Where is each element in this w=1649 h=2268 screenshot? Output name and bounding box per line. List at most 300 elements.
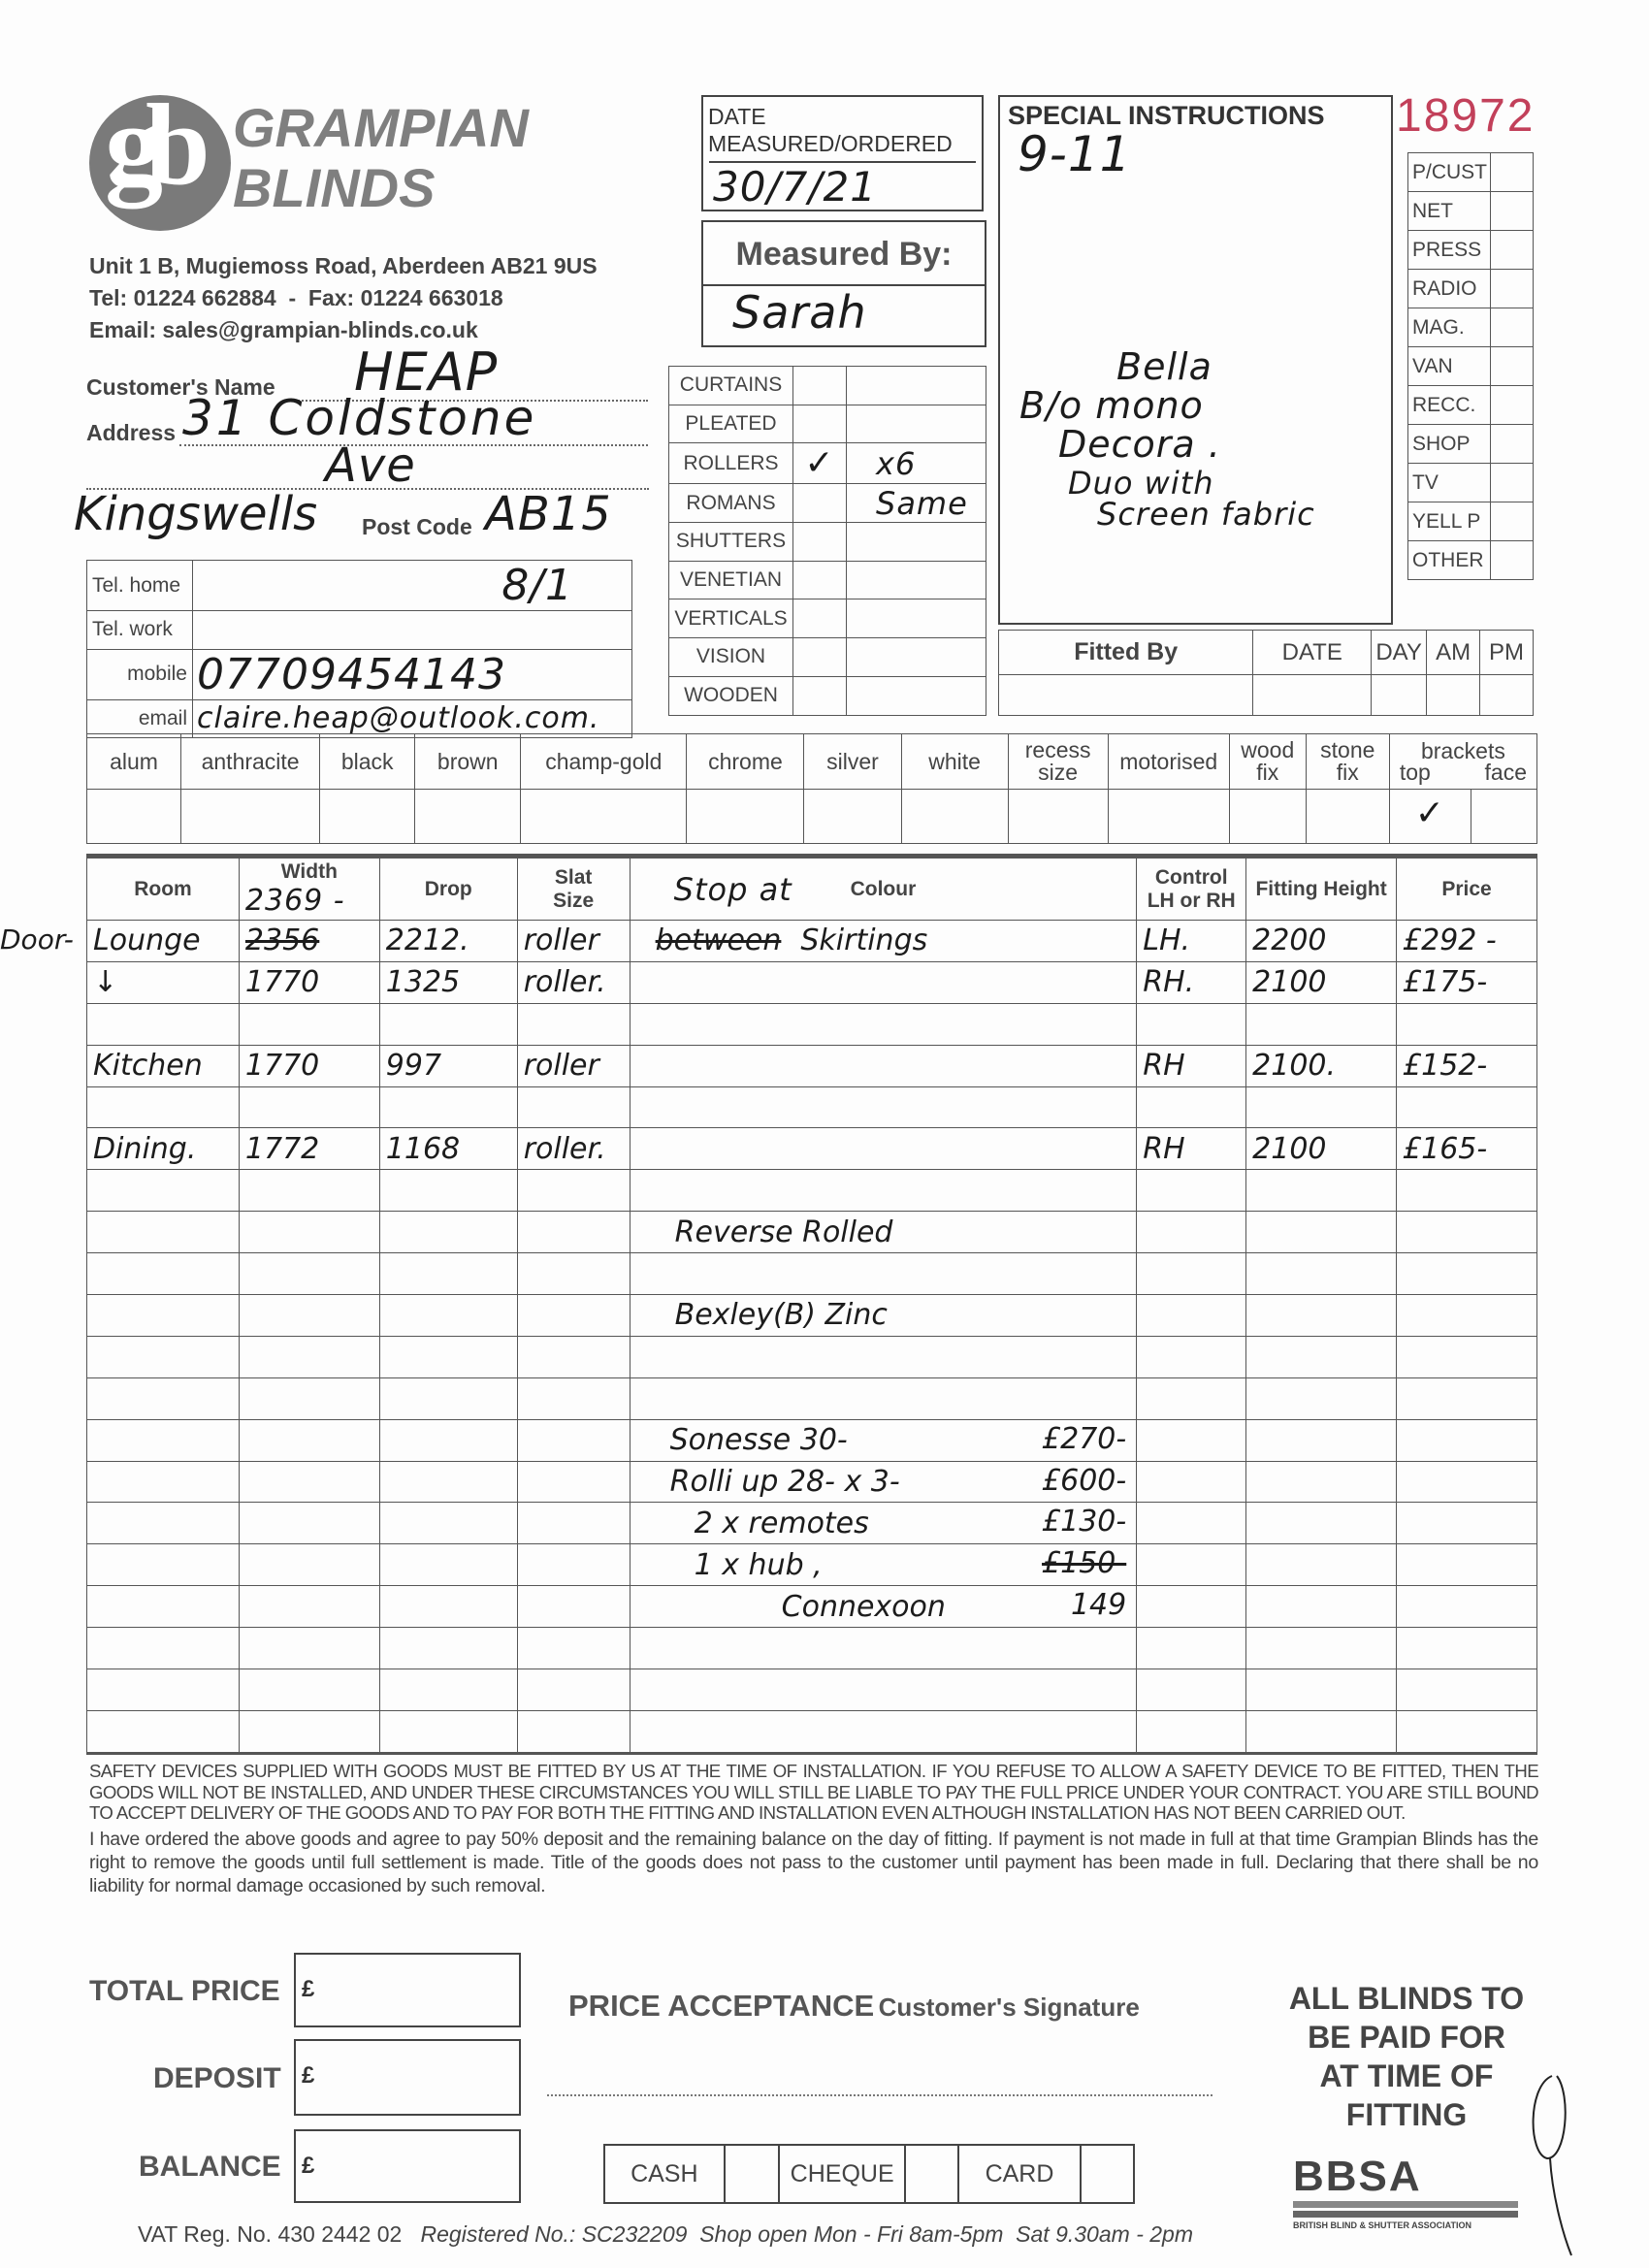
special-time[interactable]: 9-11 <box>1018 126 1132 182</box>
cell-width[interactable] <box>239 1628 379 1669</box>
brackets-face-checkbox[interactable] <box>1471 790 1536 843</box>
product-type-label: WOODEN <box>669 676 793 715</box>
product-type-note[interactable] <box>847 599 986 638</box>
cell-price[interactable] <box>1397 1461 1537 1503</box>
brackets-label: brackets <box>1420 738 1505 763</box>
logo-letters: gb <box>105 80 193 209</box>
cell-width[interactable] <box>239 1086 379 1128</box>
cell-width[interactable] <box>239 1128 379 1170</box>
cell-drop[interactable] <box>379 1212 517 1253</box>
price-acceptance-title: PRICE ACCEPTANCE <box>568 1989 875 2023</box>
cell-fitting[interactable] <box>1246 961 1397 1003</box>
fitted-date-label: DATE <box>1253 631 1372 675</box>
source-row <box>1408 541 1534 580</box>
colour-text <box>636 1714 675 1748</box>
brand-name-line1: GRAMPIAN <box>233 97 529 158</box>
fitted-date-field[interactable] <box>1253 675 1372 716</box>
cell-width[interactable] <box>239 1295 379 1337</box>
cell-control[interactable] <box>1137 1628 1246 1669</box>
fitted-by-field[interactable] <box>999 675 1253 716</box>
cell-drop[interactable] <box>379 1336 517 1377</box>
cell-colour[interactable] <box>630 1336 1137 1377</box>
balance-field[interactable]: £ <box>294 2129 521 2203</box>
option-checkbox[interactable] <box>87 790 181 844</box>
drop-text: 1168 <box>385 1131 461 1166</box>
product-type-label: PLEATED <box>669 405 793 443</box>
cell-fitting[interactable] <box>1246 1253 1397 1295</box>
cell-fitting[interactable] <box>1246 1669 1397 1711</box>
width-text: 2356 <box>244 923 320 958</box>
special-note: Screen fabric <box>1097 496 1315 533</box>
cell-drop[interactable] <box>379 1295 517 1337</box>
cell-colour[interactable] <box>630 1669 1137 1711</box>
cell-fitting[interactable] <box>1246 1295 1397 1337</box>
cell-slat[interactable] <box>517 1628 630 1669</box>
product-type-label: VISION <box>669 638 793 677</box>
cell-colour[interactable] <box>630 1003 1137 1045</box>
cell-colour[interactable] <box>630 1710 1137 1752</box>
cell-width[interactable] <box>239 1669 379 1711</box>
source-checkbox[interactable] <box>1491 541 1534 580</box>
cell-slat[interactable] <box>517 1461 630 1503</box>
source-checkbox[interactable] <box>1491 231 1534 270</box>
cell-drop[interactable] <box>379 1710 517 1752</box>
deposit-field[interactable]: £ <box>294 2039 521 2116</box>
cell-room[interactable] <box>87 1128 240 1170</box>
fitted-pm-field[interactable] <box>1480 675 1534 716</box>
cell-control[interactable] <box>1137 1586 1246 1628</box>
source-checkbox[interactable] <box>1491 464 1534 502</box>
cell-price[interactable] <box>1397 1170 1537 1212</box>
cell-price[interactable] <box>1397 1377 1537 1419</box>
product-type-checkbox[interactable] <box>793 638 847 677</box>
cell-control[interactable] <box>1137 921 1246 962</box>
cell-drop[interactable] <box>379 921 517 962</box>
cell-slat[interactable] <box>517 1669 630 1711</box>
cell-room[interactable] <box>87 1295 240 1337</box>
payment-cash-checkbox[interactable] <box>725 2145 780 2203</box>
cell-drop[interactable] <box>379 1628 517 1669</box>
cell-width[interactable] <box>239 1045 379 1086</box>
cell-control[interactable] <box>1137 961 1246 1003</box>
cell-control[interactable] <box>1137 1170 1246 1212</box>
cell-control[interactable] <box>1137 1086 1246 1128</box>
cell-control[interactable] <box>1137 1128 1246 1170</box>
control-text: RH <box>1143 1131 1185 1166</box>
cell-price[interactable] <box>1397 1419 1537 1461</box>
price-text: £175- <box>1403 965 1488 1000</box>
balance-label: BALANCE <box>139 2151 281 2183</box>
colour-text: Connexoon <box>781 1589 946 1624</box>
cell-fitting[interactable] <box>1246 1086 1397 1128</box>
table-row <box>87 921 1537 962</box>
cell-slat[interactable] <box>517 921 630 962</box>
cell-fitting[interactable] <box>1246 1419 1397 1461</box>
cell-slat[interactable] <box>517 1710 630 1752</box>
cell-drop[interactable] <box>379 1128 517 1170</box>
cell-price[interactable] <box>1397 1128 1537 1170</box>
cell-colour[interactable] <box>630 1128 1137 1170</box>
cell-fitting[interactable] <box>1246 1503 1397 1544</box>
payment-notice <box>1261 1979 1552 2134</box>
cell-room[interactable] <box>87 1170 240 1212</box>
cell-fitting[interactable] <box>1246 1710 1397 1752</box>
option-checkbox[interactable] <box>804 790 901 844</box>
product-type-note[interactable] <box>847 523 986 562</box>
cell-fitting[interactable] <box>1246 1628 1397 1669</box>
cell-control[interactable] <box>1137 1295 1246 1337</box>
contact-value[interactable]: claire.heap@outlook.com. <box>193 699 632 738</box>
drop-text: 997 <box>385 1049 442 1084</box>
cell-drop[interactable] <box>379 1461 517 1503</box>
signature-line[interactable] <box>547 2094 1212 2096</box>
product-type-checkbox[interactable] <box>793 676 847 715</box>
postcode-value[interactable]: AB15 <box>485 487 612 541</box>
cell-drop[interactable] <box>379 1503 517 1544</box>
cell-control[interactable] <box>1137 1212 1246 1253</box>
cell-slat[interactable] <box>517 1170 630 1212</box>
fitted-am-field[interactable] <box>1427 675 1480 716</box>
address-value-2[interactable]: Ave <box>325 438 416 493</box>
cell-fitting[interactable] <box>1246 1586 1397 1628</box>
cell-width[interactable] <box>239 1503 379 1544</box>
product-type-row <box>669 484 986 523</box>
cell-width[interactable] <box>239 1170 379 1212</box>
cell-fitting[interactable] <box>1246 1377 1397 1419</box>
brackets-top-checkbox[interactable]: ✓ <box>1390 790 1471 843</box>
brackets-header <box>1389 734 1536 790</box>
option-checkbox[interactable] <box>320 790 415 844</box>
cell-control[interactable] <box>1137 1461 1246 1503</box>
source-checkbox[interactable] <box>1491 192 1534 231</box>
cell-slat[interactable] <box>517 1003 630 1045</box>
cell-drop[interactable] <box>379 1419 517 1461</box>
product-type-checkbox[interactable] <box>793 599 847 638</box>
colour-text: Skirtings <box>800 923 928 958</box>
cell-room[interactable] <box>87 1503 240 1544</box>
source-label: RADIO <box>1408 270 1491 308</box>
cell-drop[interactable] <box>379 1377 517 1419</box>
product-type-checkbox[interactable] <box>793 405 847 443</box>
source-checkbox[interactable] <box>1491 270 1534 308</box>
cell-price[interactable] <box>1397 1336 1537 1377</box>
option-checkbox[interactable] <box>1008 790 1108 844</box>
cell-price[interactable] <box>1397 1628 1537 1669</box>
cell-price[interactable] <box>1397 1295 1537 1337</box>
cell-control[interactable] <box>1137 1503 1246 1544</box>
cell-slat[interactable] <box>517 1045 630 1086</box>
payment-cash-label: CASH <box>604 2145 725 2203</box>
cell-drop[interactable] <box>379 1586 517 1628</box>
cell-room[interactable] <box>87 1544 240 1586</box>
cell-colour[interactable] <box>630 1461 1137 1503</box>
product-type-checkbox[interactable] <box>793 523 847 562</box>
contact-label: Tel. home <box>87 561 193 611</box>
product-type-checkbox[interactable] <box>793 561 847 599</box>
cell-slat[interactable] <box>517 1295 630 1337</box>
address-value-3[interactable]: Kingswells <box>74 487 318 541</box>
cell-colour[interactable] <box>630 1170 1137 1212</box>
cell-colour[interactable] <box>630 961 1137 1003</box>
cell-fitting[interactable] <box>1246 1212 1397 1253</box>
product-type-note[interactable] <box>847 367 986 405</box>
cell-colour[interactable] <box>630 1419 1137 1461</box>
source-row <box>1408 231 1534 270</box>
table-row <box>87 1586 1537 1628</box>
product-type-checkbox[interactable] <box>793 367 847 405</box>
date-value[interactable]: 30/7/21 <box>709 161 976 211</box>
agreement-text: I have ordered the above goods and agree to pay 50% deposit and the remaining balance on the day of fitting. If payment is not made in full at that time Grampian Blinds has the right to remove the goods until full settlement is made. Title of the goods does not pass to the customer until payment has been made in full. Declaring that there shall be no liability for normal damage occasioned by such removal. <box>89 1828 1538 1896</box>
cell-control[interactable] <box>1137 1710 1246 1752</box>
customer-name-value[interactable]: HEAP <box>354 341 499 403</box>
cell-room[interactable] <box>87 921 240 962</box>
cell-price[interactable] <box>1397 1669 1537 1711</box>
cell-colour[interactable] <box>630 1544 1137 1586</box>
product-type-row <box>669 599 986 638</box>
cell-control[interactable] <box>1137 1377 1246 1419</box>
colour-line-price: £150- <box>1042 1546 1127 1581</box>
cell-colour[interactable] <box>630 1212 1137 1253</box>
option-checkbox[interactable] <box>901 790 1008 844</box>
payment-card-checkbox[interactable] <box>1081 2145 1134 2203</box>
cell-slat[interactable] <box>517 1086 630 1128</box>
room-text: Lounge <box>93 923 201 958</box>
contact-row <box>87 561 632 611</box>
source-checkbox[interactable] <box>1491 502 1534 541</box>
brackets-top-label: top <box>1399 760 1431 785</box>
col-control: Control LH or RH <box>1137 859 1246 921</box>
measured-by-value[interactable]: Sarah <box>732 286 867 339</box>
room-text: ↓ <box>93 965 118 1000</box>
cell-slat[interactable] <box>517 1253 630 1295</box>
option-checkbox[interactable] <box>521 790 687 844</box>
cell-control[interactable] <box>1137 1045 1246 1086</box>
contact-value[interactable]: 8/1 <box>193 561 632 611</box>
cell-room[interactable] <box>87 1212 240 1253</box>
cell-width[interactable] <box>239 1003 379 1045</box>
cell-room[interactable] <box>87 1669 240 1711</box>
cell-drop[interactable] <box>379 1045 517 1086</box>
cell-fitting[interactable] <box>1246 1336 1397 1377</box>
option-checkbox[interactable] <box>181 790 320 844</box>
option-label: alum <box>87 734 181 790</box>
cell-slat[interactable] <box>517 1377 630 1419</box>
cell-width[interactable] <box>239 1212 379 1253</box>
cell-price[interactable] <box>1397 1586 1537 1628</box>
cell-fitting[interactable] <box>1246 1045 1397 1086</box>
cell-colour[interactable] <box>630 1628 1137 1669</box>
company-phone: Tel: 01224 662884 - Fax: 01224 663018 <box>89 285 503 310</box>
cell-slat[interactable] <box>517 1212 630 1253</box>
cell-width[interactable] <box>239 1544 379 1586</box>
cell-fitting[interactable] <box>1246 1003 1397 1045</box>
cell-fitting[interactable] <box>1246 1461 1397 1503</box>
col-colour-label: Colour <box>850 877 917 900</box>
cell-drop[interactable] <box>379 1003 517 1045</box>
width-text: 1772 <box>244 1131 320 1166</box>
cell-price[interactable] <box>1397 921 1537 962</box>
cell-width[interactable] <box>239 1253 379 1295</box>
cell-slat[interactable] <box>517 1128 630 1170</box>
cell-width[interactable] <box>239 1710 379 1752</box>
colour-text <box>636 1132 675 1166</box>
cell-slat[interactable] <box>517 1586 630 1628</box>
source-checkbox[interactable] <box>1491 153 1534 192</box>
source-checkbox[interactable] <box>1491 386 1534 425</box>
cell-colour[interactable] <box>630 1045 1137 1086</box>
postcode-label: Post Code <box>362 514 472 539</box>
colour-text <box>636 1672 675 1706</box>
colour-text <box>636 1007 675 1041</box>
cell-room[interactable] <box>87 1628 240 1669</box>
cell-fitting[interactable] <box>1246 1170 1397 1212</box>
product-type-checkbox[interactable]: ✓ <box>793 443 847 484</box>
cell-fitting[interactable] <box>1246 1128 1397 1170</box>
cell-room[interactable] <box>87 1710 240 1752</box>
cell-colour[interactable] <box>630 1253 1137 1295</box>
legal-block <box>89 1761 1538 1897</box>
cell-width[interactable] <box>239 921 379 962</box>
slat-text: roller. <box>523 1131 606 1166</box>
contact-label: Tel. work <box>87 611 193 650</box>
cell-drop[interactable] <box>379 1544 517 1586</box>
cell-room[interactable] <box>87 961 240 1003</box>
table-row <box>87 1295 1537 1337</box>
option-checkbox[interactable] <box>415 790 521 844</box>
cell-fitting[interactable] <box>1246 1544 1397 1586</box>
cell-room[interactable] <box>87 1377 240 1419</box>
cell-width[interactable] <box>239 1461 379 1503</box>
cell-width[interactable] <box>239 1336 379 1377</box>
product-type-checkbox[interactable] <box>793 484 847 523</box>
product-type-note[interactable]: x6 <box>847 443 986 484</box>
table-row <box>87 1377 1537 1419</box>
cell-drop[interactable] <box>379 961 517 1003</box>
source-label: RECC. <box>1408 386 1491 425</box>
cell-room[interactable] <box>87 1461 240 1503</box>
product-type-row <box>669 638 986 677</box>
cell-drop[interactable] <box>379 1669 517 1711</box>
cell-room[interactable] <box>87 1419 240 1461</box>
cell-room[interactable] <box>87 1045 240 1086</box>
cell-width[interactable] <box>239 1586 379 1628</box>
cell-room[interactable] <box>87 1336 240 1377</box>
product-type-row <box>669 523 986 562</box>
source-row <box>1408 464 1534 502</box>
cell-drop[interactable] <box>379 1253 517 1295</box>
option-checkbox[interactable] <box>1306 790 1389 844</box>
cell-price[interactable] <box>1397 1253 1537 1295</box>
source-label: YELL P <box>1408 502 1491 541</box>
payment-cheque-checkbox[interactable] <box>905 2145 958 2203</box>
source-label: VAN <box>1408 347 1491 386</box>
option-checkbox[interactable] <box>1229 790 1306 844</box>
source-label: PRESS <box>1408 231 1491 270</box>
table-row <box>87 1128 1537 1170</box>
cell-colour[interactable] <box>630 1377 1137 1419</box>
product-type-row <box>669 676 986 715</box>
cell-width[interactable] <box>239 1377 379 1419</box>
contact-row <box>87 699 632 738</box>
option-checkbox[interactable] <box>687 790 804 844</box>
cell-control[interactable] <box>1137 1336 1246 1377</box>
contact-value[interactable]: 07709454143 <box>193 649 632 699</box>
contact-value[interactable] <box>193 611 632 650</box>
cell-control[interactable] <box>1137 1544 1246 1586</box>
cell-control[interactable] <box>1137 1003 1246 1045</box>
source-checkbox[interactable] <box>1491 425 1534 464</box>
cell-price[interactable] <box>1397 1544 1537 1586</box>
table-row <box>87 1669 1537 1711</box>
cell-room[interactable] <box>87 1086 240 1128</box>
option-label: black <box>320 734 415 790</box>
source-checkbox[interactable] <box>1491 308 1534 347</box>
cell-price[interactable] <box>1397 1503 1537 1544</box>
cell-colour[interactable] <box>630 1586 1137 1628</box>
cell-slat[interactable] <box>517 1336 630 1377</box>
cell-colour[interactable] <box>630 1503 1137 1544</box>
option-checkbox[interactable] <box>1108 790 1229 844</box>
cell-room[interactable] <box>87 1003 240 1045</box>
cell-price[interactable] <box>1397 1086 1537 1128</box>
product-type-label: VENETIAN <box>669 561 793 599</box>
product-type-label: ROLLERS <box>669 443 793 484</box>
cell-fitting[interactable] <box>1246 921 1397 962</box>
price-text: £165- <box>1403 1131 1488 1166</box>
source-checklist <box>1407 152 1534 580</box>
brand-name-line2: BLINDS <box>233 157 436 218</box>
cell-drop[interactable] <box>379 1086 517 1128</box>
product-type-note[interactable] <box>847 638 986 677</box>
price-acceptance-subtitle: Customer's Signature <box>878 1993 1140 2022</box>
cell-slat[interactable] <box>517 1419 630 1461</box>
cell-width[interactable] <box>239 1419 379 1461</box>
total-price-field[interactable]: £ <box>294 1953 521 2027</box>
fitting-text: 2100 <box>1252 1131 1327 1166</box>
cell-slat[interactable] <box>517 961 630 1003</box>
cell-control[interactable] <box>1137 1419 1246 1461</box>
product-type-note[interactable] <box>847 405 986 443</box>
cell-price[interactable] <box>1397 1710 1537 1752</box>
registration-and-hours: Registered No.: SC232209 Shop open Mon - Fri 8am-5pm Sat 9.30am - 2pm <box>420 2221 1193 2247</box>
special-notes[interactable] <box>1019 345 1315 534</box>
cell-colour[interactable] <box>630 921 1137 962</box>
option-label: anthracite <box>181 734 320 790</box>
colour-text <box>636 1632 675 1666</box>
cell-colour[interactable] <box>630 1086 1137 1128</box>
cell-room[interactable] <box>87 1586 240 1628</box>
cell-control[interactable] <box>1137 1669 1246 1711</box>
cell-control[interactable] <box>1137 1253 1246 1295</box>
cell-price[interactable] <box>1397 1212 1537 1253</box>
product-type-note[interactable] <box>847 676 986 715</box>
fitted-by-label: Fitted By <box>999 631 1253 675</box>
product-type-note[interactable]: Same <box>847 484 986 523</box>
cell-slat[interactable] <box>517 1544 630 1586</box>
address-value-1[interactable]: 31 Coldstone <box>182 390 537 446</box>
cell-width[interactable] <box>239 961 379 1003</box>
fitted-day-field[interactable] <box>1372 675 1427 716</box>
source-checkbox[interactable] <box>1491 347 1534 386</box>
cell-room[interactable] <box>87 1253 240 1295</box>
cell-price[interactable] <box>1397 961 1537 1003</box>
cell-price[interactable] <box>1397 1045 1537 1086</box>
cell-colour[interactable] <box>630 1295 1137 1337</box>
cell-drop[interactable] <box>379 1170 517 1212</box>
cell-price[interactable] <box>1397 1003 1537 1045</box>
cell-slat[interactable] <box>517 1503 630 1544</box>
product-type-note[interactable] <box>847 561 986 599</box>
